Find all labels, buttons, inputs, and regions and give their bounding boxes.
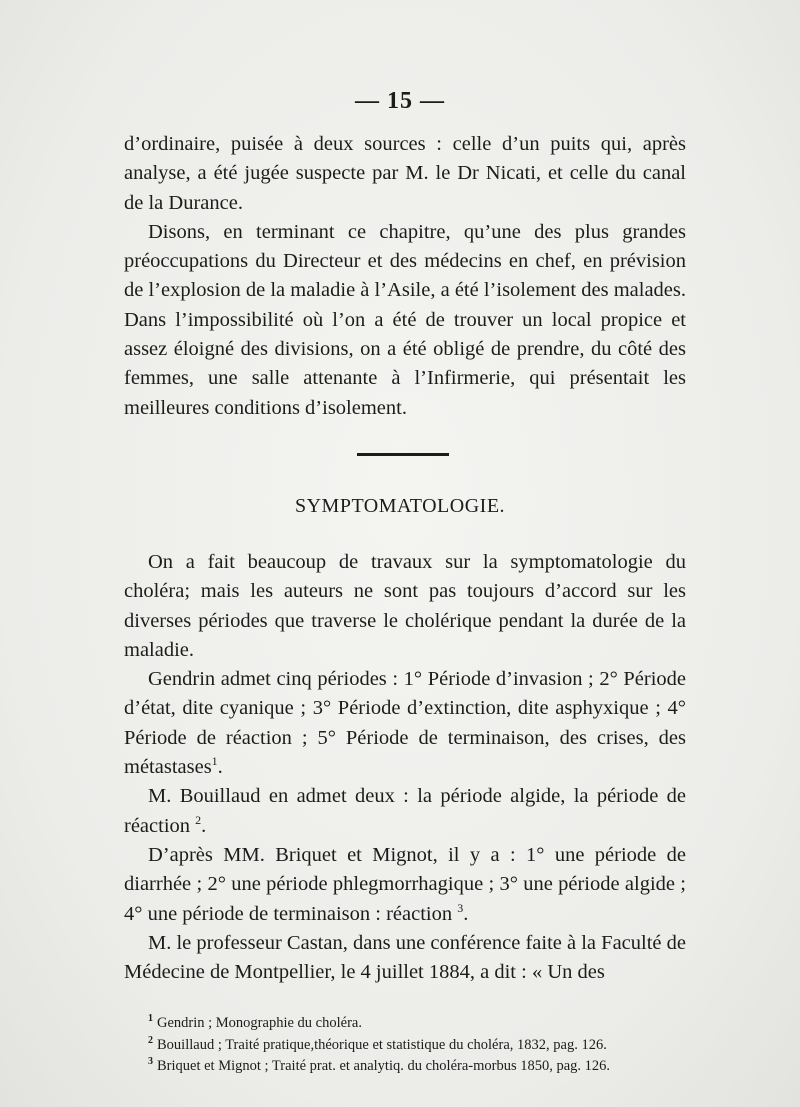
footnote-text: Gendrin ; Monographie du choléra. bbox=[157, 1015, 362, 1031]
paragraph-end: . bbox=[463, 902, 469, 925]
footnote-mark: 2 bbox=[148, 1034, 153, 1046]
footnote bbox=[148, 1035, 708, 1057]
footnote bbox=[148, 1056, 708, 1078]
footnote-text: Briquet et Mignot ; Traité prat. et analytiq. du choléra-morbus 1850, pag. 126. bbox=[157, 1058, 611, 1074]
paragraph: d’ordinaire, puisée à deux sources : celle d’un puits qui, après analyse, a été jugée suspecte par M. le Dr Nicati, et celle du canal de la Durance. bbox=[124, 133, 686, 214]
paragraph: M. le professeur Castan, dans une conférence faite à la Faculté de Médecine de Montpellier, le 4 juillet 1884, a dit : « Un des bbox=[124, 931, 686, 984]
paragraph-text: M. Bouillaud en admet deux : la période algide, la période de réaction bbox=[124, 785, 686, 837]
footnote-text: Bouillaud ; Traité pratique,théorique et statistique du choléra, 1832, pag. 126. bbox=[157, 1036, 607, 1053]
paragraph-text: D’après MM. Briquet et Mignot, il y a : 1° une période de diarrhée ; 2° une période phlegmorrhagique ; 3° une période algide ; 4° une période de terminaison : réaction bbox=[124, 843, 686, 925]
paragraph bbox=[124, 782, 686, 841]
text-block-symptomatology bbox=[124, 548, 686, 987]
footnote-ref: 3 bbox=[457, 900, 464, 915]
footnote-mark: 3 bbox=[148, 1056, 153, 1068]
footnote-ref: 1 bbox=[211, 754, 218, 769]
page-number: — 15 — bbox=[355, 88, 445, 114]
footnote bbox=[148, 1013, 708, 1035]
text-block-top bbox=[124, 130, 686, 423]
paragraph: Disons, en terminant ce chapitre, qu’une des plus grandes préoccupations du Directeur et des médecins en chef, en prévision de l’explosion de la maladie à l’Asile, a été l’isolement des malades. Dans l’impossibilité où l’on a été de trouver un local propice et assez éloigné des divisions, on a été obligé de prendre, du côté des femmes, une salle attenante à l’Infirmerie, qui présentait les meilleures conditions d’isolement. bbox=[124, 220, 686, 419]
footnotes bbox=[148, 1013, 708, 1078]
paragraph bbox=[124, 665, 686, 782]
paragraph-end: . bbox=[201, 814, 207, 837]
section-divider bbox=[357, 453, 449, 456]
paragraph-end: . bbox=[217, 756, 223, 779]
footnote-ref: 2 bbox=[195, 812, 202, 827]
section-heading: SYMPTOMATOLOGIE. bbox=[294, 495, 506, 517]
footnote-mark: 1 bbox=[148, 1013, 153, 1025]
paragraph bbox=[124, 841, 686, 929]
paragraph-text: Gendrin admet cinq périodes : 1° Période d’invasion ; 2° Période d’état, dite cyanique ; 3° Période d’extinction, dite asphyxique ; 4° Période de réaction ; 5° Période de terminaison, des crises, des métastases bbox=[124, 668, 686, 779]
paragraph: On a fait beaucoup de travaux sur la symptomatologie du choléra; mais les auteurs ne sont pas toujours d’accord sur les diverses périodes que traverse le cholérique pendant la durée de la maladie. bbox=[124, 551, 686, 661]
